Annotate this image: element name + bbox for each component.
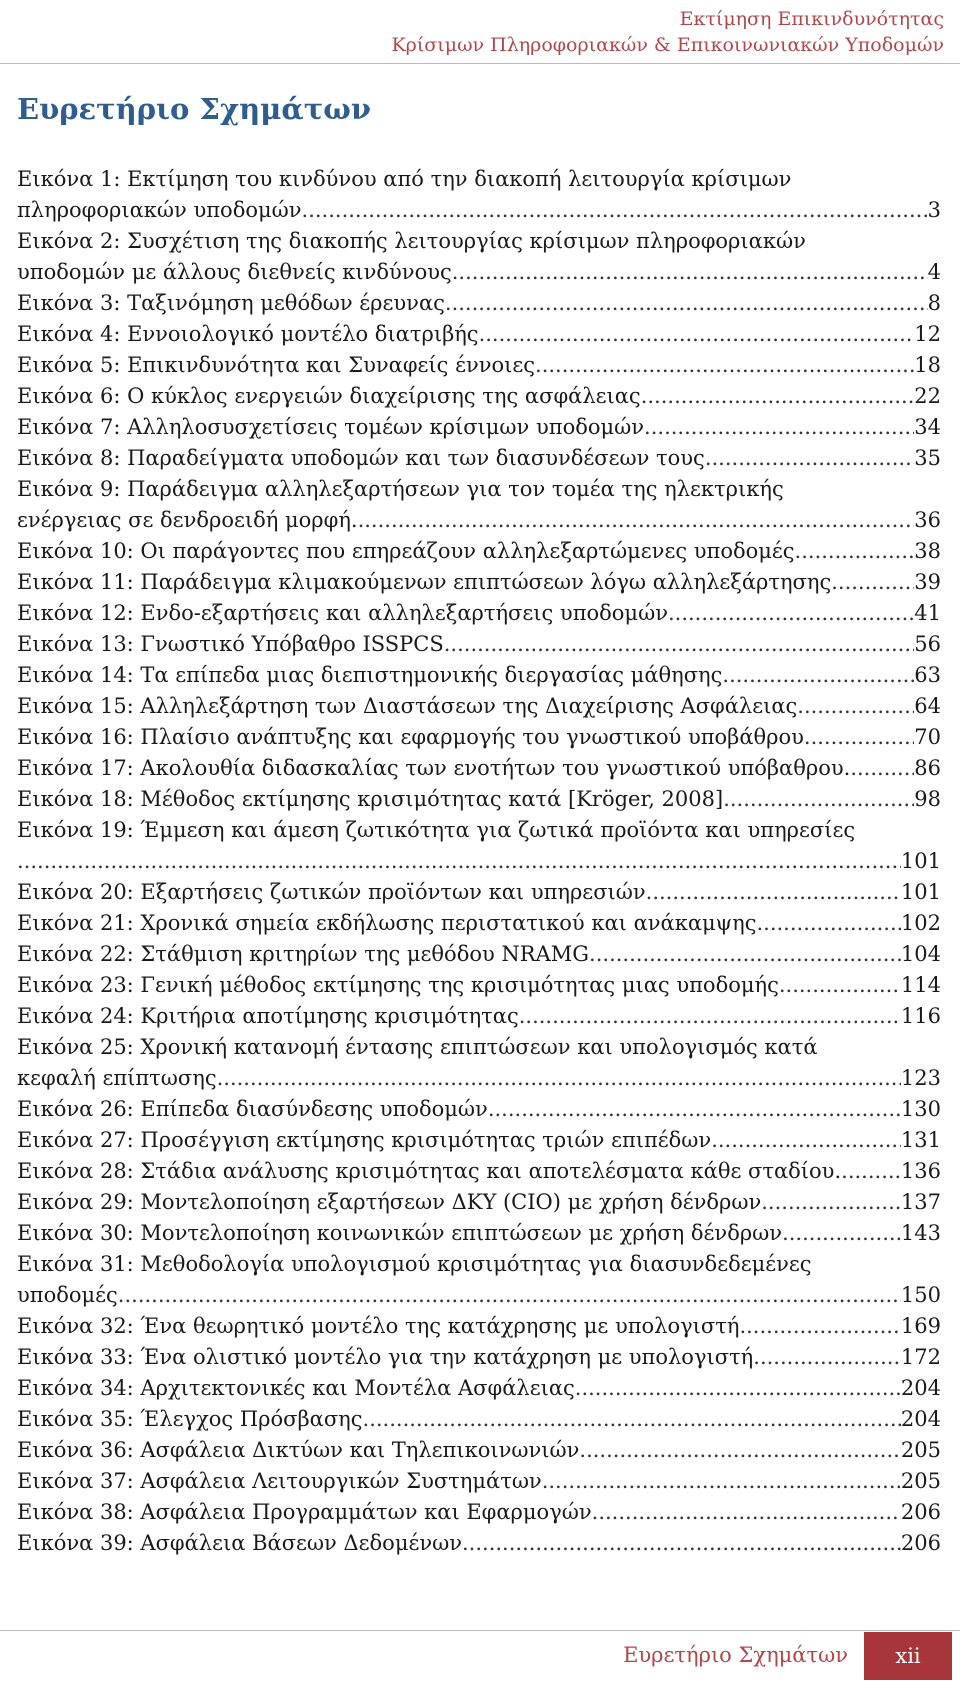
- toc-entry-page: 12: [914, 322, 941, 346]
- toc-entry-leader-line: [17, 288, 941, 319]
- toc-entry-title: Εικόνα 7: Αλληλοσυσχετίσεις τομέων κρίσιμων υποδομών: [17, 415, 645, 439]
- dot-leader: [761, 1187, 901, 1218]
- toc-entry-page: 34: [914, 415, 941, 439]
- toc-entry[interactable]: [17, 784, 941, 815]
- toc-entry-title: Εικόνα 8: Παραδείγματα υποδομών και των διασυνδέσεων τους: [17, 446, 705, 470]
- toc-entry-leader-line: [17, 1497, 941, 1528]
- dot-leader: [711, 1125, 901, 1156]
- header-line-1: Εκτίμηση Επικινδυνότητας: [679, 8, 944, 30]
- toc-entry-page: 35: [914, 446, 941, 470]
- toc-entry-page: 8: [927, 291, 941, 315]
- toc-entry-leader-line: [17, 1001, 941, 1032]
- toc-entry[interactable]: [17, 412, 941, 443]
- toc-entry-page: 116: [900, 1004, 941, 1028]
- toc-entry-page: 131: [900, 1128, 941, 1152]
- toc-entry[interactable]: [17, 164, 941, 226]
- toc-entry-title: πληροφοριακών υποδομών: [17, 198, 302, 222]
- toc-entry-page: 205: [900, 1469, 941, 1493]
- toc-entry-page: 86: [914, 756, 941, 780]
- toc-entry-title: Εικόνα 20: Εξαρτήσεις ζωτικών προϊόντων και υπηρεσιών: [17, 880, 646, 904]
- dot-leader: [488, 1094, 901, 1125]
- dot-leader: [542, 1466, 901, 1497]
- toc-entry-title-line: Εικόνα 2: Συσχέτιση της διακοπής λειτουργίας κρίσιμων πληροφοριακών: [17, 229, 806, 253]
- toc-entry-title: υποδομών με άλλους διεθνείς κινδύνους: [17, 260, 452, 284]
- dot-leader: [722, 660, 914, 691]
- toc-entry-title: Εικόνα 23: Γενική μέθοδος εκτίμησης της κρισιμότητας μιας υποδομής: [17, 973, 779, 997]
- toc-entry[interactable]: [17, 815, 941, 877]
- toc-entry[interactable]: [17, 1528, 941, 1559]
- dot-leader: [358, 505, 915, 536]
- toc-entry-title: Εικόνα 14: Τα επίπεδα μιας διεπιστημονικής διεργασίας μάθησης: [17, 663, 723, 687]
- toc-entry[interactable]: [17, 381, 941, 412]
- toc-entry-leader-line: [17, 536, 941, 567]
- toc-entry-title: Εικόνα 16: Πλαίσιο ανάπτυξης και εφαρμογής του γνωστικού υποβάθρου: [17, 725, 804, 749]
- toc-entry-leader-line: [17, 1466, 941, 1497]
- toc-entry-leader-line: [17, 195, 941, 226]
- dot-leader: [723, 784, 914, 815]
- dot-leader: [444, 629, 915, 660]
- toc-entry-page: 98: [914, 787, 941, 811]
- toc-entry-leader-line: [17, 598, 941, 629]
- toc-entry-leader-line: [17, 319, 941, 350]
- toc-entry-page: 136: [900, 1159, 941, 1183]
- toc-entry-leader-line: [17, 1311, 941, 1342]
- dot-leader: [795, 536, 915, 567]
- toc-entry-page: 22: [914, 384, 941, 408]
- toc-entry[interactable]: [17, 443, 941, 474]
- toc-entry-title-line: Εικόνα 25: Χρονική κατανομή έντασης επιπτώσεων και υπολογισμός κατά: [17, 1035, 818, 1059]
- toc-entry-page: 38: [914, 539, 941, 563]
- dot-leader: [841, 1156, 901, 1187]
- toc-entry-page: 137: [900, 1190, 941, 1214]
- dot-leader: [535, 350, 914, 381]
- toc-entry-leader-line: [17, 970, 941, 1001]
- toc-entry[interactable]: [17, 1032, 941, 1094]
- toc-entry-page: 204: [900, 1407, 941, 1431]
- toc-entry[interactable]: [17, 474, 941, 536]
- toc-entry[interactable]: [17, 598, 941, 629]
- toc-entry[interactable]: [17, 877, 941, 908]
- dot-leader: [641, 381, 915, 412]
- toc-entry-page: 64: [914, 694, 941, 718]
- toc-entry-title: Εικόνα 37: Ασφάλεια Λειτουργικών Συστημάτων: [17, 1469, 542, 1493]
- dot-leader: [363, 1404, 901, 1435]
- toc-entry-leader-line: [17, 381, 941, 412]
- toc-entry[interactable]: [17, 722, 941, 753]
- toc-entry-title: Εικόνα 33: Ένα ολιστικό μοντέλο για την κατάχρηση με υπολογιστή: [17, 1345, 754, 1369]
- toc-entry[interactable]: [17, 1187, 941, 1218]
- toc-entry-leader-line: [17, 443, 941, 474]
- dot-leader: [831, 567, 914, 598]
- toc-entry-title: Εικόνα 35: Έλεγχος Πρόσβασης: [17, 1407, 363, 1431]
- toc-entry-title-line: Εικόνα 9: Παράδειγμα αλληλεξαρτήσεων για τον τομέα της ηλεκτρικής: [17, 477, 784, 501]
- footer-divider: [0, 1630, 960, 1631]
- dot-leader: [452, 257, 928, 288]
- toc-entry-page: 39: [914, 570, 941, 594]
- dot-leader: [668, 598, 914, 629]
- toc-entry-title: Εικόνα 15: Αλληλεξάρτηση των Διαστάσεων της Διαχείρισης Ασφάλειας: [17, 694, 798, 718]
- toc-entry[interactable]: [17, 753, 941, 784]
- toc-entry-page: 56: [914, 632, 941, 656]
- toc-entry-title: Εικόνα 27: Προσέγγιση εκτίμησης κρισιμότητας τριών επιπέδων: [17, 1128, 712, 1152]
- toc-entry[interactable]: [17, 970, 941, 1001]
- toc-entry-title-line: Εικόνα 19: Έμμεση και άμεση ζωτικότητα για ζωτικά προϊόντα και υπηρεσίες: [17, 818, 856, 842]
- dot-leader: [575, 1373, 901, 1404]
- toc-entry-title: υποδομές: [17, 1283, 118, 1307]
- dot-leader: [739, 1311, 900, 1342]
- toc-entry[interactable]: [17, 1404, 941, 1435]
- dot-leader: [17, 846, 901, 877]
- header-line-2: Κρίσιμων Πληροφοριακών & Επικοινωνιακών Υποδομών: [391, 34, 944, 56]
- toc-entry[interactable]: [17, 1218, 941, 1249]
- toc-entry-leader-line: [17, 1404, 941, 1435]
- toc-entry-title: Εικόνα 5: Επικινδυνότητα και Συναφείς έννοιες: [17, 353, 536, 377]
- toc-entry-page: 169: [900, 1314, 941, 1338]
- toc-entry-leader-line: [17, 908, 941, 939]
- toc-entry-title: Εικόνα 6: Ο κύκλος ενεργειών διαχείρισης της ασφάλειας: [17, 384, 641, 408]
- footer-page-number: xii: [864, 1632, 952, 1680]
- toc-entry-page: 63: [914, 663, 941, 687]
- toc-entry[interactable]: [17, 1342, 941, 1373]
- dot-leader: [479, 319, 915, 350]
- toc-entry[interactable]: [17, 350, 941, 381]
- toc-entry[interactable]: [17, 1497, 941, 1528]
- figure-index-list: [17, 164, 941, 1559]
- dot-leader: [644, 412, 914, 443]
- toc-entry-page: 36: [914, 508, 941, 532]
- toc-entry-page: 206: [900, 1500, 941, 1524]
- toc-entry-leader-line: [17, 877, 941, 908]
- dot-leader: [646, 877, 901, 908]
- toc-entry[interactable]: [17, 536, 941, 567]
- toc-entry-page: 101: [900, 849, 941, 873]
- toc-entry[interactable]: [17, 567, 941, 598]
- toc-entry-page: 204: [900, 1376, 941, 1400]
- dot-leader: [579, 1435, 901, 1466]
- toc-entry-leader-line: [17, 1435, 941, 1466]
- toc-entry-title: Εικόνα 11: Παράδειγμα κλιμακούμενων επιπτώσεων λόγω αλληλεξάρτησης: [17, 570, 832, 594]
- toc-entry-page: 4: [927, 260, 941, 284]
- dot-leader: [217, 1063, 901, 1094]
- toc-entry-page: 130: [900, 1097, 941, 1121]
- toc-entry[interactable]: [17, 288, 941, 319]
- toc-entry-page: 41: [914, 601, 941, 625]
- running-header: [391, 6, 944, 58]
- toc-entry-page: 18: [914, 353, 941, 377]
- toc-entry-title: Εικόνα 34: Αρχιτεκτονικές και Μοντέλα Ασφάλειας: [17, 1376, 575, 1400]
- toc-entry-title: Εικόνα 3: Ταξινόμηση μεθόδων έρευνας: [17, 291, 445, 315]
- toc-entry-leader-line: [17, 722, 941, 753]
- toc-entry-page: 3: [927, 198, 941, 222]
- toc-entry-page: 172: [900, 1345, 941, 1369]
- toc-entry[interactable]: [17, 1373, 941, 1404]
- dot-leader: [797, 691, 914, 722]
- toc-entry-leader-line: [17, 1280, 941, 1311]
- toc-entry[interactable]: [17, 1156, 941, 1187]
- dot-leader: [756, 908, 900, 939]
- page-title: Ευρετήριο Σχημάτων: [17, 92, 371, 126]
- toc-entry-leader-line: [17, 1156, 941, 1187]
- toc-entry-title: Εικόνα 12: Ενδο-εξαρτήσεις και αλληλεξαρτήσεις υποδομών: [17, 601, 668, 625]
- toc-entry-page: 101: [900, 880, 941, 904]
- toc-entry[interactable]: [17, 691, 941, 722]
- dot-leader: [592, 1497, 901, 1528]
- toc-entry-leader-line: [17, 784, 941, 815]
- toc-entry[interactable]: [17, 908, 941, 939]
- toc-entry[interactable]: [17, 1001, 941, 1032]
- toc-entry[interactable]: [17, 319, 941, 350]
- toc-entry-title-line: Εικόνα 1: Εκτίμηση του κινδύνου από την διακοπή λειτουργία κρίσιμων: [17, 167, 792, 191]
- toc-entry-leader-line: [17, 1094, 941, 1125]
- toc-entry-title: Εικόνα 17: Ακολουθία διδασκαλίας των ενοτήτων του γνωστικού υπόβαθρου.: [17, 756, 851, 780]
- toc-entry-title-line: Εικόνα 31: Μεθοδολογία υπολογισμού κρισιμότητας για διασυνδεδεμένες: [17, 1252, 812, 1276]
- toc-entry[interactable]: [17, 1435, 941, 1466]
- dot-leader: [445, 288, 928, 319]
- toc-entry-leader-line: [17, 1218, 941, 1249]
- dot-leader: [804, 722, 914, 753]
- toc-entry-title: Εικόνα 28: Στάδια ανάλυσης κρισιμότητας και αποτελέσματα κάθε σταδίου.: [17, 1159, 842, 1183]
- toc-entry[interactable]: [17, 1249, 941, 1311]
- toc-entry-page: 102: [900, 911, 941, 935]
- toc-entry-page: 123: [900, 1066, 941, 1090]
- toc-entry-title: Εικόνα 30: Μοντελοποίηση κοινωνικών επιπτώσεων με χρήση δένδρων: [17, 1221, 783, 1245]
- toc-entry[interactable]: [17, 1094, 941, 1125]
- toc-entry-title: κεφαλή επίπτωσης: [17, 1066, 217, 1090]
- toc-entry-title: ενέργειας σε δενδροειδή μορφή.: [17, 508, 358, 532]
- toc-entry-leader-line: [17, 753, 941, 784]
- toc-entry-title: Εικόνα 22: Στάθμιση κριτηρίων της μεθόδου NRAMG: [17, 942, 590, 966]
- toc-entry-leader-line: [17, 1063, 941, 1094]
- toc-entry-leader-line: [17, 257, 941, 288]
- toc-entry-title: Εικόνα 4: Εννοιολογικό μοντέλο διατριβής: [17, 322, 479, 346]
- toc-entry-leader-line: [17, 1125, 941, 1156]
- toc-entry-title: Εικόνα 13: Γνωστικό Υπόβαθρο ISSPCS: [17, 632, 444, 656]
- toc-entry-title: Εικόνα 24: Κριτήρια αποτίμησης κρισιμότητας: [17, 1004, 519, 1028]
- toc-entry-title: Εικόνα 32: Ένα θεωρητικό μοντέλο της κατάχρησης με υπολογιστή: [17, 1314, 740, 1338]
- toc-entry-title: Εικόνα 38: Ασφάλεια Προγραμμάτων και Εφαρμογών: [17, 1500, 592, 1524]
- toc-entry-title: Εικόνα 29: Μοντελοποίηση εξαρτήσεων ΔΚΥ (CIO) με χρήση δένδρων: [17, 1190, 762, 1214]
- toc-entry-title: Εικόνα 39: Ασφάλεια Βάσεων Δεδομένων: [17, 1531, 462, 1555]
- toc-entry-title: Εικόνα 10: Οι παράγοντες που επηρεάζουν αλληλεξαρτώμενες υποδομές: [17, 539, 795, 563]
- toc-entry-leader-line: [17, 505, 941, 536]
- dot-leader: [753, 1342, 901, 1373]
- toc-entry-page: 143: [900, 1221, 941, 1245]
- toc-entry-page: 104: [900, 942, 941, 966]
- toc-entry-title: Εικόνα 18: Μέθοδος εκτίμησης κρισιμότητας κατά [Kröger, 2008]: [17, 787, 724, 811]
- footer-section-label: Ευρετήριο Σχημάτων: [623, 1643, 848, 1667]
- dot-leader: [118, 1280, 901, 1311]
- toc-entry-leader-line: [17, 1187, 941, 1218]
- toc-entry-page: 114: [900, 973, 941, 997]
- toc-entry[interactable]: [17, 226, 941, 288]
- toc-entry-title: Εικόνα 26: Επίπεδα διασύνδεσης υποδομών: [17, 1097, 488, 1121]
- dot-leader: [462, 1528, 901, 1559]
- toc-entry[interactable]: [17, 1311, 941, 1342]
- dot-leader: [302, 195, 928, 226]
- dot-leader: [782, 1218, 901, 1249]
- dot-leader: [589, 939, 901, 970]
- toc-entry-leader-line: [17, 567, 941, 598]
- toc-entry-leader-line: [17, 691, 941, 722]
- toc-entry-leader-line: [17, 412, 941, 443]
- toc-entry-page: 205: [900, 1438, 941, 1462]
- toc-entry-leader-line: [17, 1528, 941, 1559]
- dot-leader: [779, 970, 901, 1001]
- toc-entry-leader-line: [17, 629, 941, 660]
- dot-leader: [705, 443, 914, 474]
- toc-entry[interactable]: [17, 1466, 941, 1497]
- toc-entry-leader-line: [17, 350, 941, 381]
- toc-entry-page: 150: [900, 1283, 941, 1307]
- toc-entry-page: 206: [900, 1531, 941, 1555]
- toc-entry[interactable]: [17, 939, 941, 970]
- toc-entry-leader-line: [17, 846, 941, 877]
- toc-entry-leader-line: [17, 1342, 941, 1373]
- toc-entry-page: 70: [914, 725, 941, 749]
- toc-entry[interactable]: [17, 1125, 941, 1156]
- toc-entry-leader-line: [17, 1373, 941, 1404]
- dot-leader: [519, 1001, 901, 1032]
- toc-entry[interactable]: [17, 660, 941, 691]
- toc-entry-title: Εικόνα 21: Χρονικά σημεία εκδήλωσης περιστατικού και ανάκαμψης: [17, 911, 757, 935]
- toc-entry[interactable]: [17, 629, 941, 660]
- toc-entry-leader-line: [17, 939, 941, 970]
- header-divider: [0, 63, 960, 64]
- toc-entry-leader-line: [17, 660, 941, 691]
- toc-entry-title: Εικόνα 36: Ασφάλεια Δικτύων και Τηλεπικοινωνιών: [17, 1438, 580, 1462]
- dot-leader: [850, 753, 914, 784]
